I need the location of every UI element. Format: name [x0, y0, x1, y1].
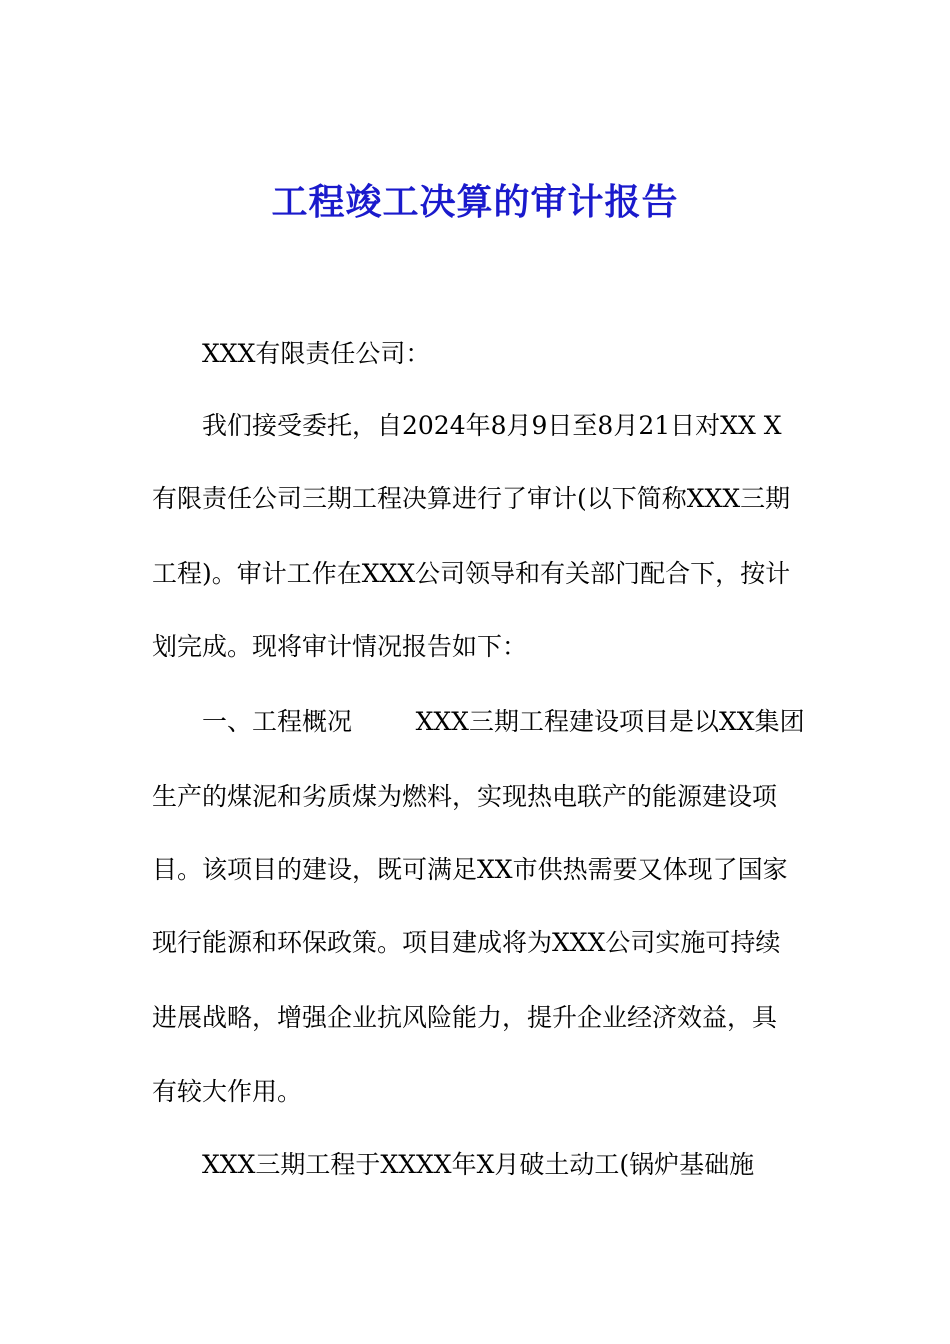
- body-line: 生产的煤泥和劣质煤为燃料，实现热电联产的能源建设项: [152, 782, 778, 811]
- body-line: 有限责任公司三期工程决算进行了审计(以下简称XXX三期: [152, 484, 791, 513]
- body-line: 目。该项目的建设，既可满足XX市供热需要又体现了国家: [152, 855, 788, 884]
- body-line: 现行能源和环保政策。项目建成将为XXX公司实施可持续: [152, 928, 781, 957]
- salutation-line: XXX有限责任公司：: [202, 339, 431, 368]
- body-line: 有较大作用。: [152, 1077, 303, 1106]
- body-line: 我们接受委托，自2024年8月9日至8月21日对XX X: [202, 411, 782, 440]
- section-heading-line: 一、工程概况 XXX三期工程建设项目是以XX集团: [202, 707, 805, 736]
- body-line: 工程)。审计工作在XXX公司领导和有关部门配合下，按计: [152, 559, 791, 588]
- body-line: 进展战略，增强企业抗风险能力，提升企业经济效益，具: [152, 1003, 778, 1032]
- body-line: 划完成。现将审计情况报告如下：: [152, 632, 528, 661]
- body-line: XXX三期工程于XXXX年X月破土动工(锅炉基础施: [202, 1150, 755, 1179]
- document-title: 工程竣工决算的审计报告: [271, 181, 679, 223]
